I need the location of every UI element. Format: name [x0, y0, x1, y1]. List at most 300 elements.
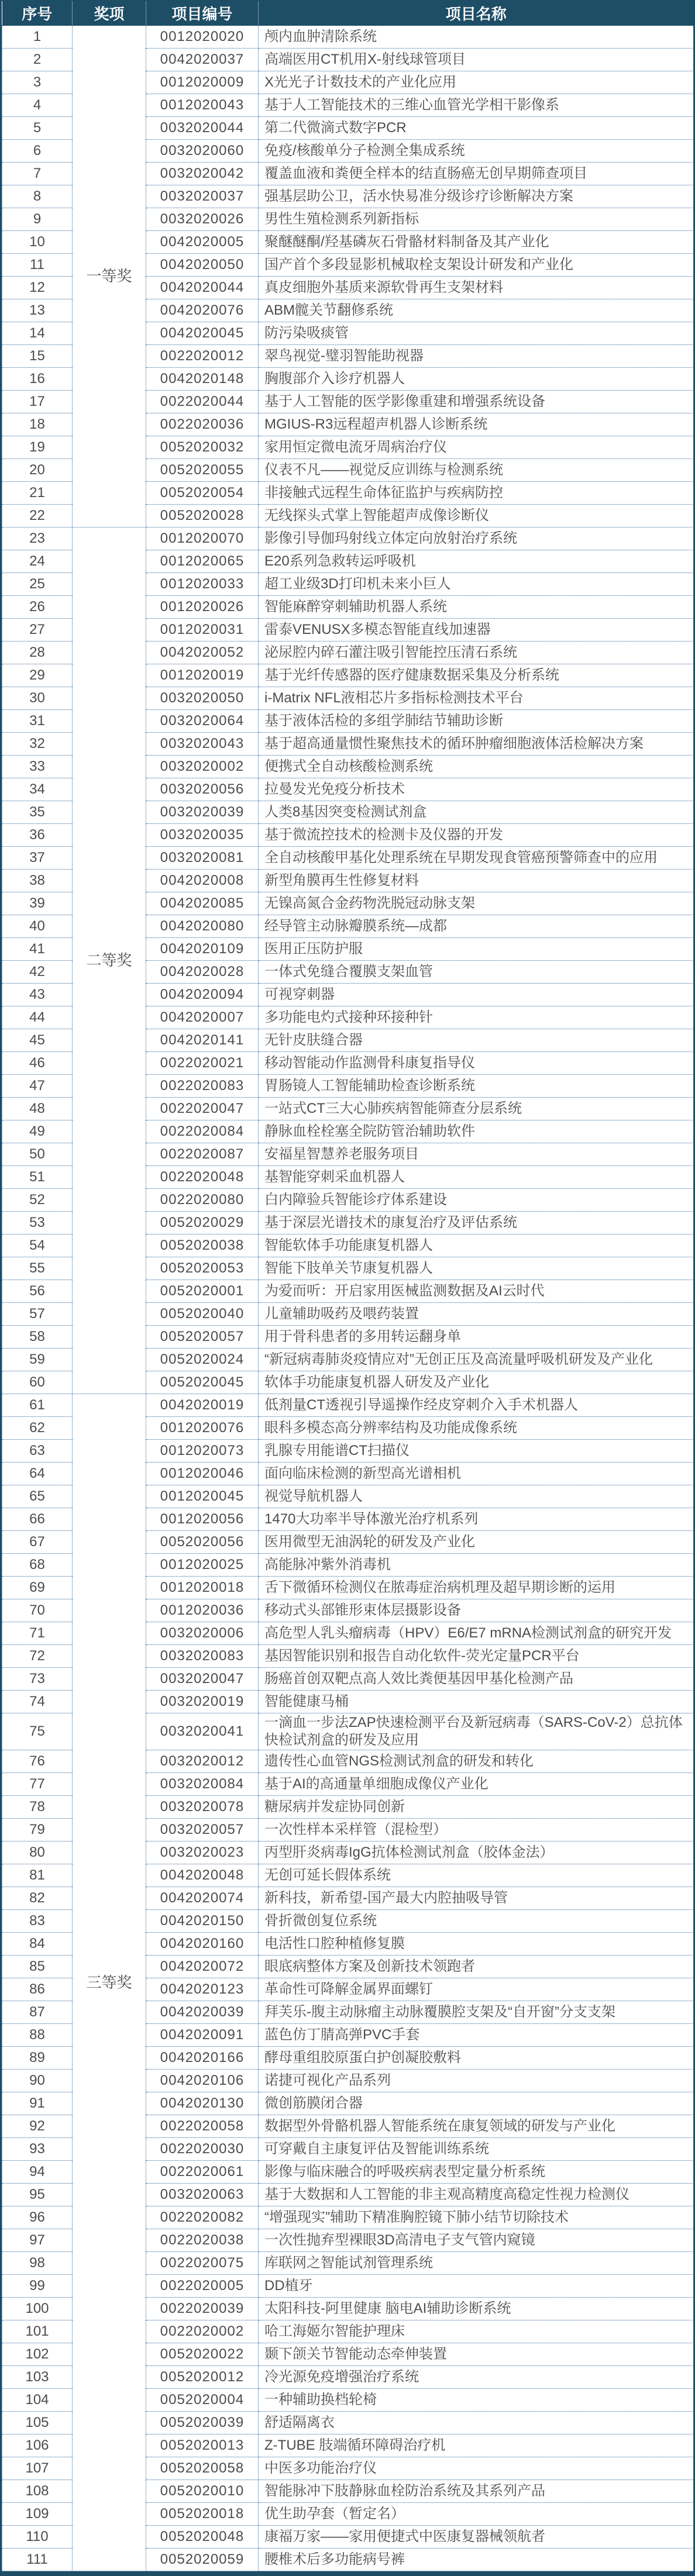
serial-cell: 41 [2, 938, 73, 961]
project-code-cell: 0032020006 [146, 1622, 259, 1645]
project-name-cell: 超工业级3D打印机未来小巨人 [259, 573, 694, 596]
serial-cell: 70 [2, 1599, 73, 1622]
project-name-cell: 中医多功能治疗仪 [259, 2457, 694, 2480]
project-name-cell: 无线探头式掌上智能超声成像诊断仪 [259, 505, 694, 527]
serial-cell: 69 [2, 1577, 73, 1599]
project-code-cell: 0052020039 [146, 2412, 259, 2434]
project-code-cell: 0012020009 [146, 71, 259, 94]
project-code-cell: 0032020060 [146, 140, 259, 163]
project-name-cell: 乳腺专用能谱CT扫描仪 [259, 1440, 694, 1463]
project-code-cell: 0012020043 [146, 94, 259, 117]
project-code-cell: 0052020045 [146, 1371, 259, 1394]
serial-cell: 111 [2, 2549, 73, 2571]
project-name-cell: 面向临床检测的新型高光谱相机 [259, 1463, 694, 1485]
project-name-cell: 颞下颌关节智能动态牵伸装置 [259, 2343, 694, 2366]
serial-cell: 30 [2, 687, 73, 710]
project-code-cell: 0032020078 [146, 1796, 259, 1819]
project-name-cell: 冷光源免疫增强治疗系统 [259, 2366, 694, 2389]
serial-cell: 62 [2, 1417, 73, 1440]
project-code-cell: 0022020039 [146, 2298, 259, 2320]
project-code-cell: 0042020076 [146, 299, 259, 322]
project-code-cell: 0022020083 [146, 1075, 259, 1098]
serial-cell: 59 [2, 1349, 73, 1371]
serial-cell: 73 [2, 1668, 73, 1691]
serial-cell: 7 [2, 163, 73, 185]
project-code-cell: 0032020044 [146, 117, 259, 140]
project-code-cell: 0012020020 [146, 26, 259, 49]
project-name-cell: 第二代微滴式数字PCR [259, 117, 694, 140]
project-name-cell: 一滴血一步法ZAP快速检测平台及新冠病毒（SARS-CoV-2）总抗体快检试剂盒的研发及应用 [259, 1713, 694, 1750]
project-code-cell: 0012020033 [146, 573, 259, 596]
project-code-cell: 0012020076 [146, 1417, 259, 1440]
serial-cell: 28 [2, 642, 73, 664]
serial-cell: 1 [2, 26, 73, 49]
project-name-cell: 电活性口腔种植修复膜 [259, 1933, 694, 1956]
table-row [2, 527, 694, 550]
project-name-cell: 强基层助公卫，活水快易准分级诊疗诊断解决方案 [259, 185, 694, 208]
project-name-cell: 无针皮肤缝合器 [259, 1029, 694, 1052]
serial-cell: 47 [2, 1075, 73, 1098]
serial-cell: 96 [2, 2206, 73, 2229]
serial-cell: 37 [2, 847, 73, 870]
project-code-cell: 0022020021 [146, 1052, 259, 1075]
serial-cell: 66 [2, 1508, 73, 1531]
serial-cell: 80 [2, 1842, 73, 1864]
serial-cell: 46 [2, 1052, 73, 1075]
project-code-cell: 0052020001 [146, 1280, 259, 1303]
project-name-cell: 1470大功率半导体激光治疗机系列 [259, 1508, 694, 1531]
serial-cell: 67 [2, 1531, 73, 1554]
project-code-cell: 0052020004 [146, 2389, 259, 2412]
project-name-cell: 丙型肝炎病毒IgG抗体检测试剂盒（胶体金法） [259, 1842, 694, 1864]
project-name-cell: 静脉血栓栓塞全院防管治辅助软件 [259, 1120, 694, 1143]
project-code-cell: 0032020057 [146, 1819, 259, 1842]
project-code-cell: 0012020046 [146, 1463, 259, 1485]
project-name-cell: 优生助孕套（暂定名） [259, 2503, 694, 2526]
serial-cell: 77 [2, 1773, 73, 1796]
project-code-cell: 0022020047 [146, 1098, 259, 1120]
serial-cell: 13 [2, 299, 73, 322]
project-name-cell: 微创筋膜闭合器 [259, 2092, 694, 2115]
serial-cell: 45 [2, 1029, 73, 1052]
project-name-cell: 高危型人乳头瘤病毒（HPV）E6/E7 mRNA检测试剂盒的研究开发 [259, 1622, 694, 1645]
project-code-cell: 0052020048 [146, 2526, 259, 2549]
project-name-cell: 真皮细胞外基质来源软骨再生支架材料 [259, 277, 694, 299]
table-row [2, 1394, 694, 1417]
project-name-cell: 低剂量CT透视引导遥操作经皮穿刺介入手术机器人 [259, 1394, 694, 1417]
project-name-cell: 白内障验兵智能诊疗体系建设 [259, 1189, 694, 1212]
project-name-cell: DD植牙 [259, 2275, 694, 2298]
project-name-cell: 基于深层光谱技术的康复治疗及评估系统 [259, 1212, 694, 1234]
serial-cell: 56 [2, 1280, 73, 1303]
project-code-cell: 0052020022 [146, 2343, 259, 2366]
project-code-cell: 0032020064 [146, 710, 259, 733]
serial-cell: 39 [2, 892, 73, 915]
project-code-cell: 0042020160 [146, 1933, 259, 1956]
project-code-cell: 0032020023 [146, 1842, 259, 1864]
project-name-cell: 基于超高通量惯性聚焦技术的循环肿瘤细胞液体活检解决方案 [259, 733, 694, 756]
serial-cell: 22 [2, 505, 73, 527]
serial-cell: 20 [2, 459, 73, 482]
project-code-cell: 0022020084 [146, 1120, 259, 1143]
project-code-cell: 0042020048 [146, 1864, 259, 1887]
project-code-cell: 0042020148 [146, 368, 259, 391]
project-code-cell: 0012020019 [146, 664, 259, 687]
project-name-cell: 家用恒定微电流牙周病治疗仪 [259, 436, 694, 459]
project-name-cell: 一次性样本采样管（混检型） [259, 1819, 694, 1842]
project-name-cell: 一站式CT三大心肺疾病智能筛查分层系统 [259, 1098, 694, 1120]
project-name-cell: 全自动核酸甲基化处理系统在早期发现食管癌预警筛查中的应用 [259, 847, 694, 870]
serial-cell: 110 [2, 2526, 73, 2549]
project-code-cell: 0032020047 [146, 1668, 259, 1691]
serial-cell: 8 [2, 185, 73, 208]
serial-cell: 9 [2, 208, 73, 231]
serial-cell: 109 [2, 2503, 73, 2526]
project-name-cell: 泌尿腔内碎石灌注吸引智能控压清石系统 [259, 642, 694, 664]
serial-cell: 105 [2, 2412, 73, 2434]
serial-cell: 98 [2, 2252, 73, 2275]
serial-cell: 57 [2, 1303, 73, 1326]
project-name-cell: 人类8基因突变检测试剂盒 [259, 801, 694, 824]
project-name-cell: 智能脉冲下肢静脉血栓防治系统及其系列产品 [259, 2480, 694, 2503]
project-code-cell: 0052020018 [146, 2503, 259, 2526]
project-name-cell: 诺捷可视化产品系列 [259, 2070, 694, 2092]
project-code-cell: 0052020059 [146, 2549, 259, 2571]
project-name-cell: 拉曼发光免疫分析技术 [259, 778, 694, 801]
serial-cell: 19 [2, 436, 73, 459]
project-name-cell: ABM髋关节翻修系统 [259, 299, 694, 322]
project-name-cell: 基因智能识别和报告自动化软件-荧光定量PCR平台 [259, 1645, 694, 1668]
serial-cell: 55 [2, 1257, 73, 1280]
project-name-cell: 基智能穿刺采血机器人 [259, 1166, 694, 1189]
project-code-cell: 0042020037 [146, 49, 259, 71]
project-name-cell: 影像与临床融合的呼吸疾病表型定量分析系统 [259, 2161, 694, 2184]
project-code-cell: 0052020032 [146, 436, 259, 459]
serial-cell: 91 [2, 2092, 73, 2115]
serial-cell: 89 [2, 2047, 73, 2070]
serial-cell: 52 [2, 1189, 73, 1212]
project-code-cell: 0032020039 [146, 801, 259, 824]
project-code-cell: 0022020075 [146, 2252, 259, 2275]
project-code-cell: 0032020037 [146, 185, 259, 208]
serial-cell: 25 [2, 573, 73, 596]
project-code-cell: 0042020106 [146, 2070, 259, 2092]
serial-cell: 106 [2, 2434, 73, 2457]
column-header-project-code: 项目编号 [146, 1, 259, 26]
project-name-cell: 遗传性心血管NGS检测试剂盒的研发和转化 [259, 1750, 694, 1773]
project-name-cell: 骨折微创复位系统 [259, 1910, 694, 1933]
serial-cell: 99 [2, 2275, 73, 2298]
project-name-cell: 视觉导航机器人 [259, 1485, 694, 1508]
project-name-cell: “增强现实”辅助下精准胸腔镜下肺小结节切除技术 [259, 2206, 694, 2229]
project-code-cell: 0052020013 [146, 2434, 259, 2457]
table-row [2, 26, 694, 49]
serial-cell: 72 [2, 1645, 73, 1668]
project-name-cell: 无镍高氮合金药物洗脱冠动脉支架 [259, 892, 694, 915]
serial-cell: 100 [2, 2298, 73, 2320]
serial-cell: 21 [2, 482, 73, 505]
project-name-cell: MGIUS-R3远程超声机器人诊断系统 [259, 413, 694, 436]
project-name-cell: 便携式全自动核酸检测系统 [259, 756, 694, 778]
serial-cell: 43 [2, 984, 73, 1006]
serial-cell: 51 [2, 1166, 73, 1189]
project-name-cell: 一种辅助换档轮椅 [259, 2389, 694, 2412]
project-name-cell: 雷泰VENUSX多模态智能直线加速器 [259, 619, 694, 642]
project-code-cell: 0032020035 [146, 824, 259, 847]
project-name-cell: 基于AI的高通量单细胞成像仪产业化 [259, 1773, 694, 1796]
serial-cell: 63 [2, 1440, 73, 1463]
serial-cell: 2 [2, 49, 73, 71]
project-name-cell: 免疫/核酸单分子检测全集成系统 [259, 140, 694, 163]
project-name-cell: 眼底病整体方案及创新技术领跑者 [259, 1956, 694, 1978]
project-code-cell: 0042020141 [146, 1029, 259, 1052]
project-code-cell: 0022020005 [146, 2275, 259, 2298]
project-name-cell: 革命性可降解金属界面螺钉 [259, 1978, 694, 2001]
serial-cell: 23 [2, 527, 73, 550]
project-name-cell: 影像引导伽玛射线立体定向放射治疗系统 [259, 527, 694, 550]
project-code-cell: 0042020072 [146, 1956, 259, 1978]
project-name-cell: 胸腹部介入诊疗机器人 [259, 368, 694, 391]
project-code-cell: 0042020150 [146, 1910, 259, 1933]
award-cell: 二等奖 [73, 527, 146, 1394]
serial-cell: 93 [2, 2138, 73, 2161]
project-code-cell: 0012020070 [146, 527, 259, 550]
serial-cell: 75 [2, 1713, 73, 1750]
project-name-cell: Z-TUBE 肢端循环障碍治疗机 [259, 2434, 694, 2457]
project-name-cell: 肠癌首创双靶点高人效比粪便基因甲基化检测产品 [259, 1668, 694, 1691]
project-code-cell: 0052020028 [146, 505, 259, 527]
project-code-cell: 0022020012 [146, 345, 259, 368]
serial-cell: 36 [2, 824, 73, 847]
project-code-cell: 0052020056 [146, 1531, 259, 1554]
serial-cell: 5 [2, 117, 73, 140]
project-code-cell: 0042020007 [146, 1006, 259, 1029]
serial-cell: 92 [2, 2115, 73, 2138]
project-name-cell: X光光子计数技术的产业化应用 [259, 71, 694, 94]
project-code-cell: 0012020031 [146, 619, 259, 642]
serial-cell: 40 [2, 915, 73, 938]
project-code-cell: 0032020041 [146, 1713, 259, 1750]
project-code-cell: 0032020019 [146, 1691, 259, 1713]
project-code-cell: 0042020052 [146, 642, 259, 664]
serial-cell: 32 [2, 733, 73, 756]
project-name-cell: 用于骨科患者的多用转运翻身单 [259, 1326, 694, 1349]
project-name-cell: 基于人工智能技术的三维心血管光学相干影像系 [259, 94, 694, 117]
serial-cell: 12 [2, 277, 73, 299]
serial-cell: 24 [2, 550, 73, 573]
project-code-cell: 0032020056 [146, 778, 259, 801]
project-name-cell: 腰椎术后多功能病号裤 [259, 2549, 694, 2571]
project-code-cell: 0052020038 [146, 1234, 259, 1257]
serial-cell: 74 [2, 1691, 73, 1713]
project-name-cell: 可视穿刺器 [259, 984, 694, 1006]
column-header-project-name: 项目名称 [259, 1, 694, 26]
serial-cell: 10 [2, 231, 73, 254]
project-name-cell: 基于大数据和人工智能的非主观高精度高稳定性视力检测仪 [259, 2184, 694, 2206]
serial-cell: 53 [2, 1212, 73, 1234]
project-code-cell: 0042020130 [146, 2092, 259, 2115]
table-body [2, 26, 694, 2571]
serial-cell: 88 [2, 2024, 73, 2047]
project-code-cell: 0042020094 [146, 984, 259, 1006]
project-name-cell: 太阳科技-阿里健康 脑电AI辅助诊断系统 [259, 2298, 694, 2320]
project-code-cell: 0042020050 [146, 254, 259, 277]
project-code-cell: 0032020042 [146, 163, 259, 185]
serial-cell: 33 [2, 756, 73, 778]
project-code-cell: 0042020005 [146, 231, 259, 254]
header-row [2, 1, 694, 26]
project-name-cell: 安福星智慧养老服务项目 [259, 1143, 694, 1166]
serial-cell: 3 [2, 71, 73, 94]
serial-cell: 104 [2, 2389, 73, 2412]
project-code-cell: 0032020081 [146, 847, 259, 870]
serial-cell: 15 [2, 345, 73, 368]
serial-cell: 103 [2, 2366, 73, 2389]
serial-cell: 79 [2, 1819, 73, 1842]
project-code-cell: 0052020029 [146, 1212, 259, 1234]
serial-cell: 95 [2, 2184, 73, 2206]
serial-cell: 58 [2, 1326, 73, 1349]
project-name-cell: 覆盖血液和粪便全样本的结直肠癌无创早期筛查项目 [259, 163, 694, 185]
project-name-cell: 库联网之智能试剂管理系统 [259, 2252, 694, 2275]
serial-cell: 44 [2, 1006, 73, 1029]
project-code-cell: 0042020109 [146, 938, 259, 961]
project-code-cell: 0042020008 [146, 870, 259, 892]
project-code-cell: 0032020050 [146, 687, 259, 710]
project-code-cell: 0012020065 [146, 550, 259, 573]
project-code-cell: 0022020044 [146, 391, 259, 413]
serial-cell: 34 [2, 778, 73, 801]
award-table [2, 1, 694, 2571]
serial-cell: 78 [2, 1796, 73, 1819]
project-code-cell: 0022020061 [146, 2161, 259, 2184]
serial-cell: 11 [2, 254, 73, 277]
project-name-cell: 糖尿病并发症协同创新 [259, 1796, 694, 1819]
serial-cell: 18 [2, 413, 73, 436]
project-name-cell: 新科技，新希望-国产最大内腔抽吸导管 [259, 1887, 694, 1910]
serial-cell: 48 [2, 1098, 73, 1120]
project-code-cell: 0042020080 [146, 915, 259, 938]
serial-cell: 84 [2, 1933, 73, 1956]
project-name-cell: 蓝色仿丁腈高弹PVC手套 [259, 2024, 694, 2047]
project-name-cell: 国产首个多段显影机械取栓支架设计研发和产业化 [259, 254, 694, 277]
project-code-cell: 0012020073 [146, 1440, 259, 1463]
project-code-cell: 0012020026 [146, 596, 259, 619]
serial-cell: 31 [2, 710, 73, 733]
project-name-cell: 软体手功能康复机器人研发及产业化 [259, 1371, 694, 1394]
project-name-cell: E20系列急救转运呼吸机 [259, 550, 694, 573]
project-name-cell: 舒适隔离衣 [259, 2412, 694, 2434]
project-code-cell: 0022020030 [146, 2138, 259, 2161]
project-name-cell: 酵母重组胶原蛋白护创凝胶敷料 [259, 2047, 694, 2070]
project-code-cell: 0042020123 [146, 1978, 259, 2001]
project-code-cell: 0022020036 [146, 413, 259, 436]
project-code-cell: 0052020054 [146, 482, 259, 505]
project-name-cell: “新冠病毒肺炎疫情应对”无创正压及高流量呼吸机研发及产业化 [259, 1349, 694, 1371]
project-code-cell: 0012020045 [146, 1485, 259, 1508]
award-cell: 一等奖 [73, 26, 146, 527]
project-code-cell: 0022020002 [146, 2320, 259, 2343]
serial-cell: 76 [2, 1750, 73, 1773]
serial-cell: 4 [2, 94, 73, 117]
project-name-cell: 智能健康马桶 [259, 1691, 694, 1713]
project-code-cell: 0012020036 [146, 1599, 259, 1622]
serial-cell: 86 [2, 1978, 73, 2001]
project-code-cell: 0022020082 [146, 2206, 259, 2229]
project-code-cell: 0052020053 [146, 1257, 259, 1280]
serial-cell: 87 [2, 2001, 73, 2024]
serial-cell: 29 [2, 664, 73, 687]
serial-cell: 27 [2, 619, 73, 642]
serial-cell: 85 [2, 1956, 73, 1978]
project-name-cell: 防污染吸痰管 [259, 322, 694, 345]
project-name-cell: 仪表不凡——视觉反应训练与检测系统 [259, 459, 694, 482]
project-name-cell: 眼科多模态高分辨率结构及功能成像系统 [259, 1417, 694, 1440]
project-code-cell: 0032020063 [146, 2184, 259, 2206]
column-header-serial: 序号 [2, 1, 73, 26]
serial-cell: 81 [2, 1864, 73, 1887]
project-code-cell: 0042020085 [146, 892, 259, 915]
project-name-cell: 非接触式远程生命体征监护与疾病防控 [259, 482, 694, 505]
serial-cell: 60 [2, 1371, 73, 1394]
project-code-cell: 0012020056 [146, 1508, 259, 1531]
project-name-cell: 移动智能动作监测骨科康复指导仪 [259, 1052, 694, 1075]
project-name-cell: 聚醚醚酮/羟基磷灰石骨骼材料制备及其产业化 [259, 231, 694, 254]
project-name-cell: 高端医用CT机用X-射线球管项目 [259, 49, 694, 71]
serial-cell: 82 [2, 1887, 73, 1910]
project-name-cell: 新型角膜再生性修复材料 [259, 870, 694, 892]
project-code-cell: 0022020080 [146, 1189, 259, 1212]
project-code-cell: 0012020025 [146, 1554, 259, 1577]
serial-cell: 97 [2, 2229, 73, 2252]
project-name-cell: 高能脉冲紫外消毒机 [259, 1554, 694, 1577]
project-code-cell: 0042020074 [146, 1887, 259, 1910]
serial-cell: 38 [2, 870, 73, 892]
project-code-cell: 0052020024 [146, 1349, 259, 1371]
project-name-cell: i-Matrix NFL液相芯片多指标检测技术平台 [259, 687, 694, 710]
serial-cell: 65 [2, 1485, 73, 1508]
project-name-cell: 哈工海姬尔智能护理床 [259, 2320, 694, 2343]
project-code-cell: 0042020028 [146, 961, 259, 984]
project-code-cell: 0032020084 [146, 1773, 259, 1796]
project-name-cell: 儿童辅助吸药及喂药装置 [259, 1303, 694, 1326]
project-name-cell: 无创可延长假体系统 [259, 1864, 694, 1887]
project-code-cell: 0022020048 [146, 1166, 259, 1189]
serial-cell: 102 [2, 2343, 73, 2366]
project-name-cell: 经导管主动脉瓣膜系统—成都 [259, 915, 694, 938]
project-code-cell: 0052020010 [146, 2480, 259, 2503]
project-name-cell: 基于液体活检的多组学肺结节辅助诊断 [259, 710, 694, 733]
serial-cell: 14 [2, 322, 73, 345]
serial-cell: 101 [2, 2320, 73, 2343]
project-name-cell: 医用正压防护服 [259, 938, 694, 961]
project-code-cell: 0022020038 [146, 2229, 259, 2252]
project-name-cell: 一体式免缝合覆膜支架血管 [259, 961, 694, 984]
project-code-cell: 0042020044 [146, 277, 259, 299]
award-cell: 三等奖 [73, 1394, 146, 2571]
project-name-cell: 胃肠镜人工智能辅助检查诊断系统 [259, 1075, 694, 1098]
project-code-cell: 0042020091 [146, 2024, 259, 2047]
project-code-cell: 0042020045 [146, 322, 259, 345]
project-code-cell: 0032020043 [146, 733, 259, 756]
project-name-cell: 智能麻醉穿刺辅助机器人系统 [259, 596, 694, 619]
project-name-cell: 基于光纤传感器的医疗健康数据采集及分析系统 [259, 664, 694, 687]
project-code-cell: 0032020002 [146, 756, 259, 778]
project-name-cell: 拜芙乐-腹主动脉瘤主动脉覆膜腔支架及“自开窗”分支支架 [259, 2001, 694, 2024]
serial-cell: 61 [2, 1394, 73, 1417]
serial-cell: 71 [2, 1622, 73, 1645]
project-code-cell: 0042020039 [146, 2001, 259, 2024]
